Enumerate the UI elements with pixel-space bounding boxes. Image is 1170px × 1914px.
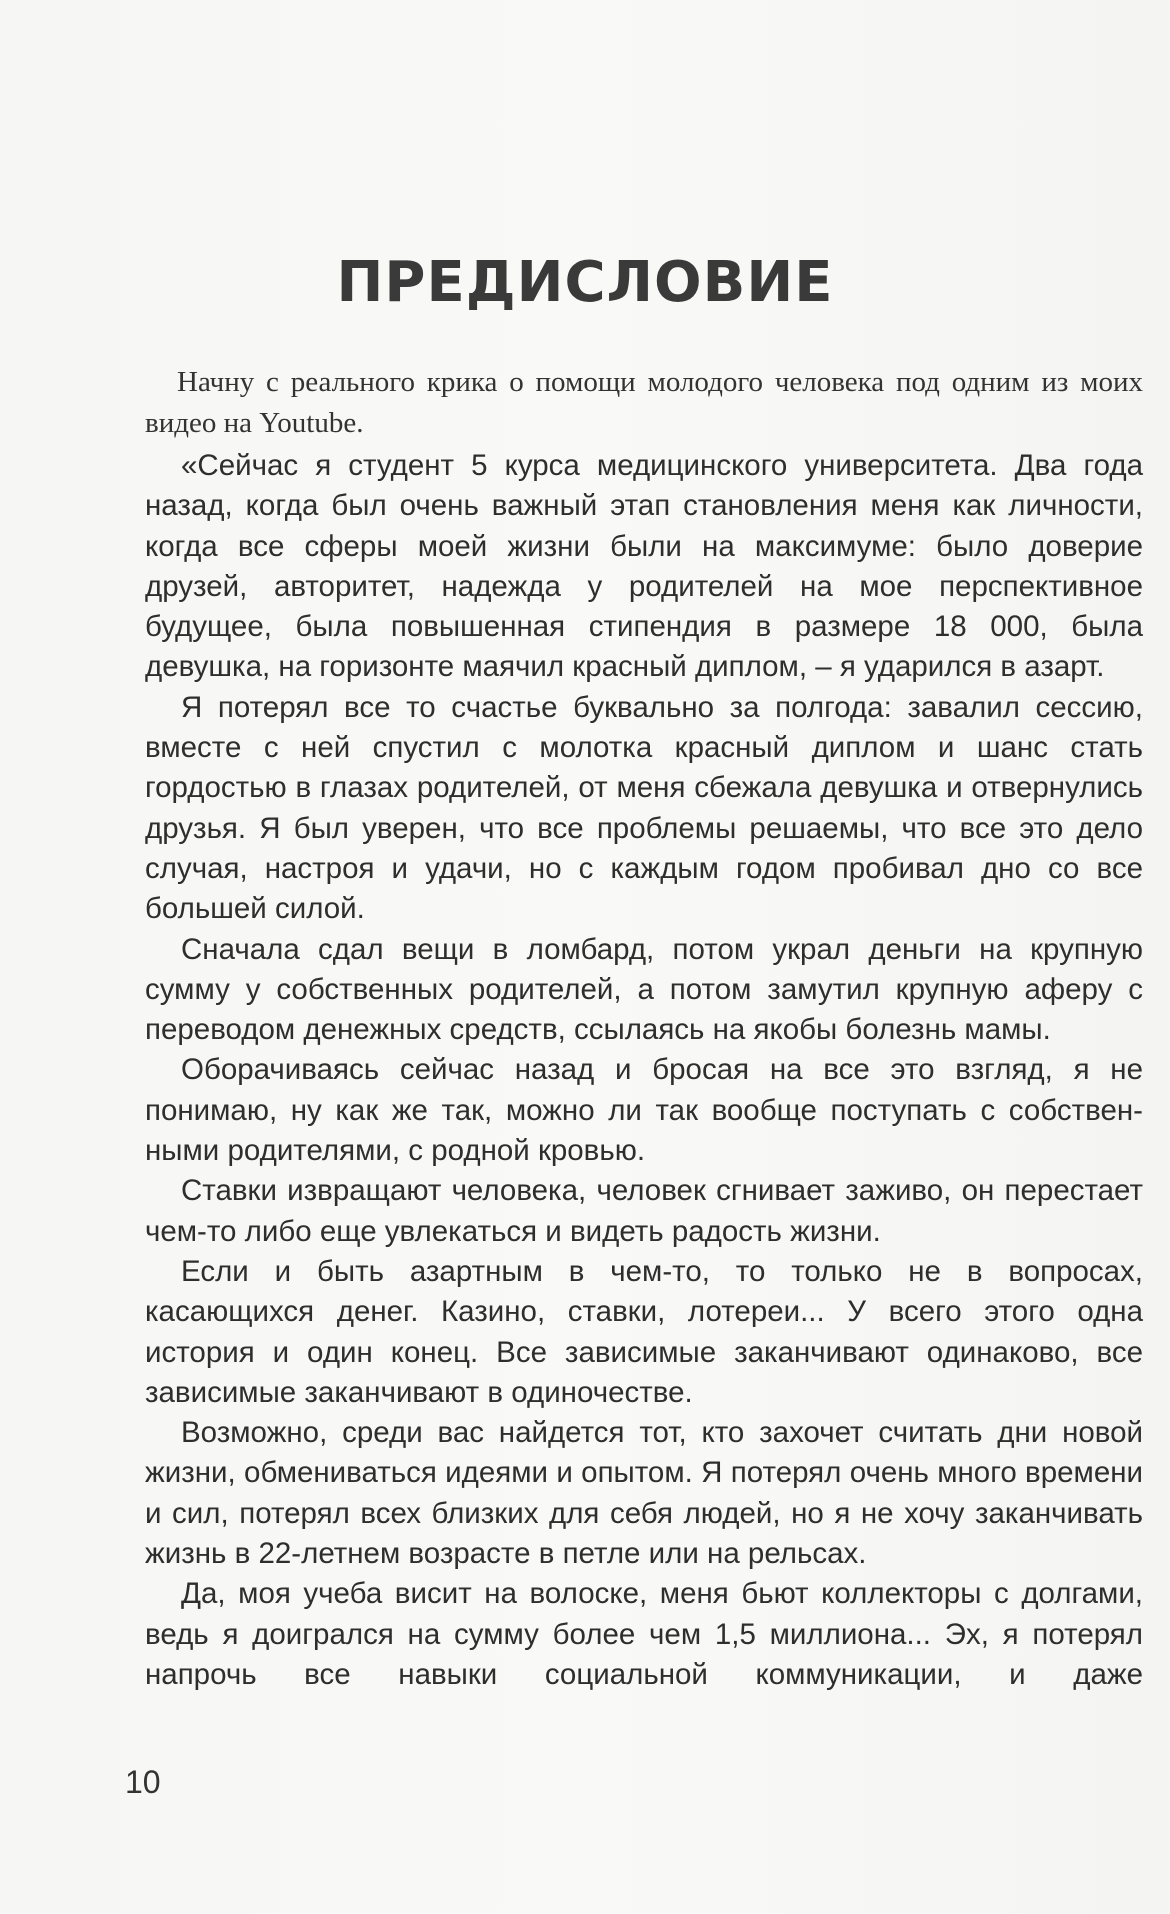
paragraph-3: Сначала сдал вещи в ломбард, потом украл деньги на крупную сумму у собственных родителей, а потом замутил крупную аферу с переводом денежных средств, ссылаясь на якобы болезнь мамы. bbox=[145, 932, 1143, 1047]
paragraph-8: Да, моя учеба висит на волоске, меня бьют коллекторы с долгами, ведь я доигрался на сумму более чем 1,5 миллиона... Эх, я потерял напрочь все навыки социальной коммуникации, и даже bbox=[145, 1577, 1143, 1691]
chapter-title: ПРЕДИСЛОВИЕ bbox=[336, 250, 834, 315]
intro-paragraph: Начну с реального крика о помощи молодого человека под одним из моих видео на Youtube. bbox=[145, 366, 1143, 439]
paragraph-5: Ставки извращают человека, человек сгнивает заживо, он перестает чем-то либо еще увлекаться и видеть радость жизни. bbox=[145, 1174, 1143, 1248]
paragraph-7: Возможно, среди вас найдется тот, кто захочет считать дни новой жизни, обмениваться идеями и опытом. Я потерял очень много времени и сил, потерял всех близких для себя людей, но я не хочу заканчивать жизнь в 22-летнем возрасте в петле или на рельсах. bbox=[145, 1416, 1143, 1571]
body-text bbox=[145, 446, 1143, 1695]
paragraph-1: «Сейчас я студент 5 курса медицинского университета. Два года назад, когда был очень важный этап становления меня как личности, когда все сферы моей жизни были на максимуме: было доверие друзей, авторитет, надежда у родителей на мое перспективное будущее, была повышенная стипендия в размере 18 000, была девушка, на горизонте маячил красный диплом, – я ударился в азарт. bbox=[145, 449, 1143, 684]
paragraph-6: Если и быть азартным в чем-то, то только не в вопросах, касающихся денег. Казино, ставки, лотереи... У всего этого одна история и один конец. Все зависимые заканчивают одинаково, все зависимые заканчивают в одиночестве. bbox=[145, 1254, 1143, 1409]
page-number: 10 bbox=[125, 1764, 161, 1800]
paragraph-2: Я потерял все то счастье буквально за полгода: завалил сессию, вместе с ней спустил с молотка красный диплом и шанс стать гордостью в глазах родителей, от меня сбежала девушка и отвернулись друзья. Я был уверен, что все проблемы решаемы, что все это дело случая, настроя и удачи, но с каждым годом пробивал дно со все большей силой. bbox=[145, 690, 1143, 926]
intro-paragraph-block bbox=[145, 362, 1143, 444]
paragraph-4: Оборачиваясь сейчас назад и бросая на все это взгляд, я не понимаю, ну как же так, можно ли так вообще поступать с собственными родителями, с родной кровью. bbox=[145, 1053, 1143, 1168]
